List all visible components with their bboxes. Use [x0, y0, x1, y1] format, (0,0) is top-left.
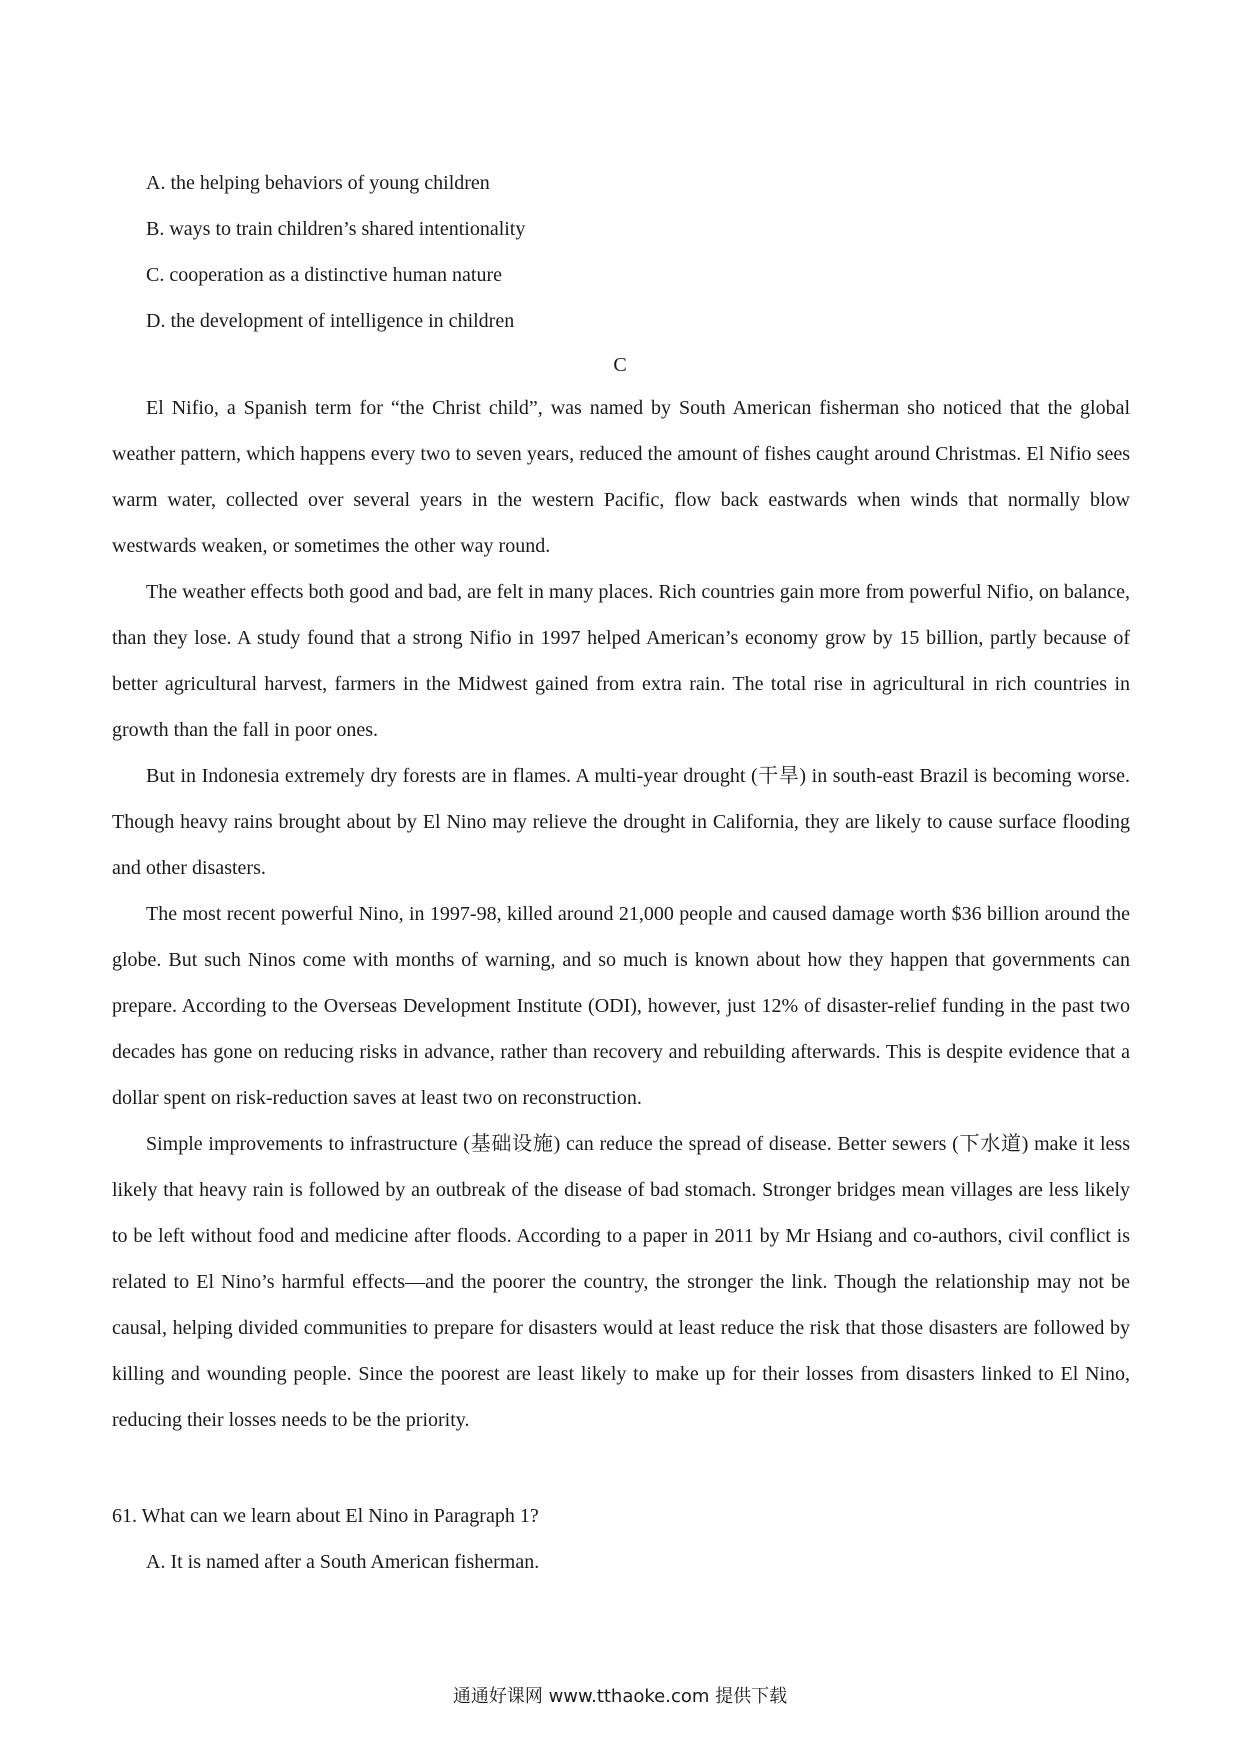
option-a: A. the helping behaviors of young children: [146, 172, 490, 194]
previous-question-options: [146, 160, 1146, 344]
page-footer: 通通好课网 www.tthaoke.com 提供下载: [452, 1686, 788, 1707]
section-heading: C: [613, 354, 627, 376]
passage: [112, 385, 1130, 1443]
option-b: B. ways to train children’s shared intentionality: [146, 218, 526, 240]
paragraph-4: The most recent powerful Nino, in 1997-98, killed around 21,000 people and caused damage worth $36 billion around the globe. But such Ninos come with months of warning, and so much is known about how they happen that governments can prepare. According to the Overseas Development Institute (ODI), however, just 12% of disaster-relief funding in the past two decades has gone on reducing risks in advance, rather than recovery and rebuilding afterwards. This is despite evidence that a dollar spent on risk-reduction saves at least two on reconstruction.: [112, 903, 1130, 1109]
question-61-option-a: A. It is named after a South American fisherman.: [146, 1551, 540, 1573]
paragraph-5: Simple improvements to infrastructure (基础设施) can reduce the spread of disease. Better sewers (下水道) make it less likely that heavy rain is followed by an outbreak of the disease of bad stomach. Stronger bridges mean villages are less likely to be left without food and medicine after floods. According to a paper in 2011 by Mr Hsiang and co-authors, civil conflict is related to El Nino’s harmful effects—and the poorer the country, the stronger the link. Though the relationship may not be causal, helping divided communities to prepare for disasters would at least reduce the risk that those disasters are followed by killing and wounding people. Since the poorest are least likely to make up for their losses from disasters linked to El Nino, reducing their losses needs to be the priority.: [112, 1133, 1130, 1431]
option-d: D. the development of intelligence in children: [146, 310, 515, 332]
paragraph-1: El Nifio, a Spanish term for “the Christ child”, was named by South American fisherman sho noticed that the global weather pattern, which happens every two to seven years, reduced the amount of fishes caught around Christmas. El Nifio sees warm water, collected over several years in the western Pacific, flow back eastwards when winds that normally blow westwards weaken, or sometimes the other way round.: [112, 397, 1130, 557]
option-c: C. cooperation as a distinctive human nature: [146, 264, 503, 286]
paragraph-2: The weather effects both good and bad, are felt in many places. Rich countries gain more from powerful Nifio, on balance, than they lose. A study found that a strong Nifio in 1997 helped American’s economy grow by 15 billion, partly because of better agricultural harvest, farmers in the Midwest gained from extra rain. The total rise in agricultural in rich countries in growth than the fall in poor ones.: [112, 581, 1130, 741]
question-61: 61. What can we learn about El Nino in Paragraph 1?: [112, 1505, 539, 1527]
paragraph-3: But in Indonesia extremely dry forests are in flames. A multi-year drought (干旱) in south-east Brazil is becoming worse. Though heavy rains brought about by El Nino may relieve the drought in California, they are likely to cause surface flooding and other disasters.: [112, 765, 1130, 879]
